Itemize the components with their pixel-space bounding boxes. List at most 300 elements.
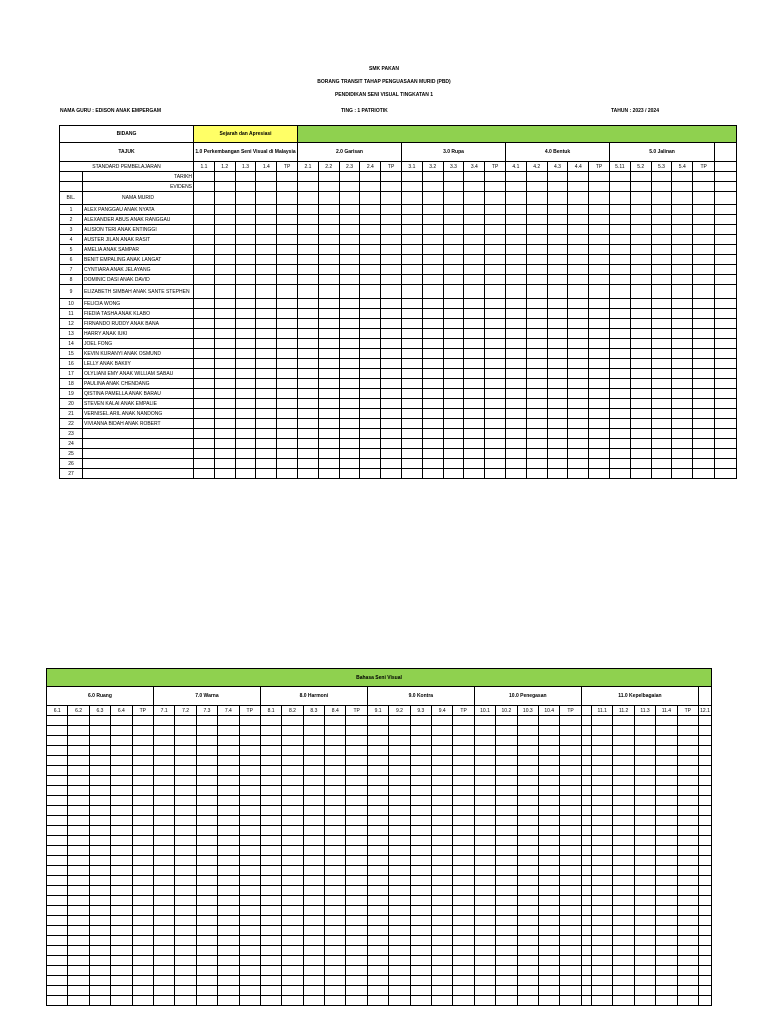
grid-cell: [464, 309, 485, 319]
grid-cell: [651, 265, 672, 275]
standard-18: 4.4: [568, 162, 589, 172]
grid-cell: [453, 866, 474, 876]
grid-cell: [214, 299, 235, 309]
grid-cell: [589, 469, 610, 479]
grid-cell: [239, 796, 260, 806]
grid-cell: [260, 836, 281, 846]
grid-cell: [630, 235, 651, 245]
assessment-table-2: [46, 668, 712, 1006]
grid-cell: [699, 776, 712, 786]
grid-cell: [474, 876, 495, 886]
grid-cell: [277, 192, 298, 205]
grid-cell: [526, 215, 547, 225]
grid-cell: [589, 225, 610, 235]
grid-cell: [402, 449, 423, 459]
grid-cell: [589, 235, 610, 245]
grid-cell: [214, 225, 235, 235]
grid-cell: [325, 776, 346, 786]
grid-cell: [256, 215, 277, 225]
grid-cell: [303, 846, 324, 856]
grid-cell: [153, 786, 174, 796]
tajuk-tail: [715, 143, 737, 162]
grid-cell: [360, 359, 381, 369]
grid-cell: [677, 786, 698, 796]
grid-cell: [235, 409, 256, 419]
grid-cell: [325, 966, 346, 976]
grid-cell: [214, 309, 235, 319]
grid-cell: [485, 182, 506, 192]
grid-cell: [547, 182, 568, 192]
grid-cell: [239, 786, 260, 796]
grid-cell: [526, 389, 547, 399]
grid-cell: [194, 469, 215, 479]
grid-cell: [526, 449, 547, 459]
grid-cell: [538, 956, 559, 966]
grid-cell: [485, 389, 506, 399]
grid-cell: [339, 192, 360, 205]
school-name: SMK PAKAN: [369, 66, 399, 72]
grid-cell: [517, 876, 538, 886]
grid-cell: [505, 459, 526, 469]
table-row: [47, 826, 712, 836]
grid-cell: [325, 716, 346, 726]
grid-cell: [609, 285, 630, 299]
subject-title: PENDIDIKAN SENI VISUAL TINGKATAN 1: [334, 92, 434, 98]
grid-cell: [235, 329, 256, 339]
grid-cell: [111, 866, 132, 876]
topic-5: 5.0 Jalinan: [609, 143, 714, 162]
grid-cell: [699, 876, 712, 886]
grid-cell: [517, 756, 538, 766]
grid-cell: [402, 309, 423, 319]
grid-cell: [432, 896, 453, 906]
grid-cell: [277, 329, 298, 339]
grid-cell: [589, 459, 610, 469]
grid-cell: [715, 429, 737, 439]
grid-cell: [432, 916, 453, 926]
grid-cell: [592, 846, 613, 856]
grid-cell: [443, 225, 464, 235]
grid-cell: [325, 976, 346, 986]
grid-cell: [111, 986, 132, 996]
grid-cell: [360, 255, 381, 265]
grid-cell: [256, 469, 277, 479]
grid-cell: [389, 816, 410, 826]
grid-cell: [410, 976, 431, 986]
grid-cell: [298, 215, 319, 225]
grid-cell: [656, 986, 677, 996]
grid-cell: [609, 429, 630, 439]
grid-cell: [346, 736, 367, 746]
grid-cell: [239, 896, 260, 906]
grid-cell: [538, 816, 559, 826]
grid-cell: [194, 399, 215, 409]
grid-cell: [298, 359, 319, 369]
grid-cell: [360, 245, 381, 255]
grid-cell: [47, 966, 68, 976]
grid-cell: [260, 816, 281, 826]
grid-cell: [464, 329, 485, 339]
grid-cell: [422, 192, 443, 205]
grid-cell: [505, 205, 526, 215]
grid-cell: [485, 245, 506, 255]
grid-cell: [581, 756, 591, 766]
grid-cell: [517, 726, 538, 736]
grid-cell: [568, 285, 589, 299]
grid-cell: [325, 836, 346, 846]
grid-cell: [592, 976, 613, 986]
grid-cell: [132, 716, 153, 726]
grid-cell: [260, 736, 281, 746]
grid-cell: [153, 976, 174, 986]
grid-cell: [589, 309, 610, 319]
grid-cell: [496, 716, 517, 726]
grid-cell: [432, 926, 453, 936]
grid-cell: [547, 245, 568, 255]
grid-cell: [505, 379, 526, 389]
grid-cell: [634, 766, 655, 776]
grid-cell: [132, 806, 153, 816]
grid-cell: [410, 916, 431, 926]
grid-cell: [339, 379, 360, 389]
grid-cell: [651, 339, 672, 349]
grid-cell: [474, 916, 495, 926]
grid-cell: [505, 409, 526, 419]
grid-cell: [693, 245, 715, 255]
grid-cell: [656, 926, 677, 936]
grid-cell: [360, 459, 381, 469]
grid-cell: [218, 816, 239, 826]
grid-cell: [175, 956, 196, 966]
grid-cell: [453, 936, 474, 946]
grid-cell: [568, 299, 589, 309]
grid-cell: [410, 776, 431, 786]
grid-cell: [132, 836, 153, 846]
grid-cell: [194, 172, 215, 182]
grid-cell: [410, 906, 431, 916]
grid-cell: [432, 866, 453, 876]
grid-cell: [505, 359, 526, 369]
grid-cell: [672, 429, 693, 439]
grid-cell: [298, 182, 319, 192]
grid-cell: [132, 786, 153, 796]
grid-cell: [630, 299, 651, 309]
grid-cell: [464, 205, 485, 215]
grid-cell: [256, 379, 277, 389]
grid-cell: [526, 319, 547, 329]
grid-cell: [485, 449, 506, 459]
grid-cell: [389, 876, 410, 886]
grid-cell: [111, 976, 132, 986]
grid-cell: [422, 389, 443, 399]
grid-cell: [277, 389, 298, 399]
grid-cell: [260, 716, 281, 726]
grid-cell: [485, 192, 506, 205]
grid-cell: [651, 309, 672, 319]
grid-cell: [677, 866, 698, 876]
table-row: [60, 309, 737, 319]
grid-cell: [651, 225, 672, 235]
grid-cell: [111, 786, 132, 796]
grid-cell: [613, 976, 634, 986]
grid-cell: [196, 956, 217, 966]
grid-cell: [693, 349, 715, 359]
grid-cell: [634, 776, 655, 786]
table-row: [47, 756, 712, 766]
grid-cell: [218, 906, 239, 916]
grid-cell: [693, 379, 715, 389]
grid-cell: [634, 806, 655, 816]
grid-cell: [360, 429, 381, 439]
grid-cell: [634, 796, 655, 806]
grid-cell: [443, 192, 464, 205]
grid-cell: [132, 926, 153, 936]
grid-cell: [402, 205, 423, 215]
grid-cell: [453, 876, 474, 886]
grid-cell: [496, 936, 517, 946]
grid-cell: [609, 409, 630, 419]
grid-cell: [402, 429, 423, 439]
standard2-23: 10.4: [538, 706, 559, 716]
grid-cell: [318, 192, 339, 205]
grid-cell: [410, 946, 431, 956]
grid-cell: [443, 255, 464, 265]
grid-cell: [325, 846, 346, 856]
grid-cell: [677, 956, 698, 966]
grid-cell: [346, 886, 367, 896]
table-row: [60, 339, 737, 349]
student-name: JOEL FONG: [83, 339, 194, 349]
grid-cell: [47, 926, 68, 936]
grid-cell: [381, 349, 402, 359]
grid-cell: [89, 956, 110, 966]
grid-cell: [218, 806, 239, 816]
table-row: [47, 856, 712, 866]
grid-cell: [538, 976, 559, 986]
grid-cell: [581, 966, 591, 976]
grid-cell: [443, 439, 464, 449]
grid-cell: [325, 896, 346, 906]
grid-cell: [196, 806, 217, 816]
grid-cell: [318, 399, 339, 409]
grid-cell: [298, 399, 319, 409]
grid-cell: [474, 746, 495, 756]
grid-cell: [346, 766, 367, 776]
grid-cell: [568, 255, 589, 265]
grid-cell: [196, 926, 217, 936]
grid-cell: [218, 976, 239, 986]
grid-cell: [422, 379, 443, 389]
grid-cell: [260, 936, 281, 946]
grid-cell: [256, 439, 277, 449]
grid-cell: [89, 796, 110, 806]
grid-cell: [410, 756, 431, 766]
grid-cell: [693, 309, 715, 319]
grid-cell: [367, 846, 388, 856]
student-no: 4: [60, 235, 83, 245]
grid-cell: [443, 339, 464, 349]
grid-cell: [389, 786, 410, 796]
grid-cell: [496, 766, 517, 776]
grid-cell: [256, 429, 277, 439]
grid-cell: [693, 389, 715, 399]
grid-cell: [651, 369, 672, 379]
grid-cell: [196, 786, 217, 796]
grid-cell: [175, 806, 196, 816]
grid-cell: [613, 846, 634, 856]
grid-cell: [194, 339, 215, 349]
grid-cell: [526, 439, 547, 449]
grid-cell: [422, 205, 443, 215]
grid-cell: [318, 299, 339, 309]
grid-cell: [656, 956, 677, 966]
grid-cell: [496, 726, 517, 736]
grid-cell: [132, 956, 153, 966]
grid-cell: [464, 285, 485, 299]
grid-cell: [260, 746, 281, 756]
grid-cell: [298, 469, 319, 479]
grid-cell: [656, 856, 677, 866]
grid-cell: [89, 776, 110, 786]
grid-cell: [656, 756, 677, 766]
standard-16: 4.2: [526, 162, 547, 172]
grid-cell: [474, 996, 495, 1006]
grid-cell: [256, 339, 277, 349]
grid-cell: [517, 946, 538, 956]
grid-cell: [560, 836, 581, 846]
grid-cell: [256, 369, 277, 379]
grid-cell: [505, 339, 526, 349]
grid-cell: [672, 285, 693, 299]
grid-cell: [367, 966, 388, 976]
grid-cell: [517, 716, 538, 726]
grid-cell: [260, 906, 281, 916]
grid-cell: [634, 786, 655, 796]
grid-cell: [677, 716, 698, 726]
standard2-28: 11.3: [634, 706, 655, 716]
grid-cell: [68, 816, 89, 826]
grid-cell: [381, 265, 402, 275]
grid-cell: [111, 746, 132, 756]
grid-cell: [260, 986, 281, 996]
grid-cell: [277, 245, 298, 255]
standard-row-2: [47, 706, 712, 716]
grid-cell: [256, 409, 277, 419]
grid-cell: [443, 419, 464, 429]
table-row: [47, 836, 712, 846]
grid-cell: [715, 459, 737, 469]
grid-cell: [453, 786, 474, 796]
grid-cell: [505, 172, 526, 182]
grid-cell: [367, 776, 388, 786]
grid-cell: [630, 389, 651, 399]
grid-cell: [346, 856, 367, 866]
standard2-0: 6.1: [47, 706, 68, 716]
grid-cell: [634, 836, 655, 846]
grid-cell: [474, 966, 495, 976]
grid-cell: [196, 776, 217, 786]
student-header-row: [60, 192, 737, 205]
grid-cell: [214, 419, 235, 429]
grid-cell: [568, 225, 589, 235]
grid-cell: [196, 846, 217, 856]
grid-cell: [325, 946, 346, 956]
grid-cell: [609, 245, 630, 255]
student-no: 15: [60, 349, 83, 359]
student-name: DOMINIC DASI ANAK DAVID: [83, 275, 194, 285]
grid-cell: [153, 896, 174, 906]
grid-cell: [693, 265, 715, 275]
grid-cell: [538, 936, 559, 946]
grid-cell: [111, 796, 132, 806]
grid-cell: [693, 339, 715, 349]
grid-cell: [432, 796, 453, 806]
grid-cell: [651, 439, 672, 449]
grid-cell: [175, 796, 196, 806]
table-row: [60, 275, 737, 285]
grid-cell: [538, 786, 559, 796]
grid-cell: [464, 275, 485, 285]
grid-cell: [505, 309, 526, 319]
grid-cell: [422, 255, 443, 265]
grid-cell: [339, 419, 360, 429]
table-row: [47, 946, 712, 956]
grid-cell: [303, 976, 324, 986]
grid-cell: [560, 816, 581, 826]
grid-cell: [538, 716, 559, 726]
grid-cell: [496, 756, 517, 766]
table-row: [60, 205, 737, 215]
grid-cell: [47, 796, 68, 806]
grid-cell: [214, 409, 235, 419]
grid-cell: [325, 856, 346, 866]
grid-cell: [672, 449, 693, 459]
grid-cell: [346, 786, 367, 796]
grid-cell: [68, 716, 89, 726]
grid-cell: [693, 369, 715, 379]
grid-cell: [47, 776, 68, 786]
grid-cell: [589, 299, 610, 309]
grid-cell: [303, 776, 324, 786]
student-no: 14: [60, 339, 83, 349]
grid-cell: [517, 936, 538, 946]
grid-cell: [194, 265, 215, 275]
grid-cell: [214, 275, 235, 285]
grid-cell: [609, 389, 630, 399]
grid-cell: [443, 299, 464, 309]
grid-cell: [589, 369, 610, 379]
grid-cell: [672, 235, 693, 245]
grid-cell: [613, 996, 634, 1006]
grid-cell: [568, 379, 589, 389]
grid-cell: [235, 225, 256, 235]
grid-cell: [381, 299, 402, 309]
grid-cell: [592, 746, 613, 756]
grid-cell: [609, 469, 630, 479]
grid-cell: [175, 986, 196, 996]
grid-cell: [613, 946, 634, 956]
grid-cell: [214, 329, 235, 339]
table-row: [60, 429, 737, 439]
grid-cell: [699, 746, 712, 756]
grid-cell: [656, 976, 677, 986]
grid-cell: [432, 766, 453, 776]
grid-cell: [568, 409, 589, 419]
grid-cell: [505, 349, 526, 359]
student-no: 7: [60, 265, 83, 275]
grid-cell: [194, 299, 215, 309]
grid-cell: [111, 876, 132, 886]
